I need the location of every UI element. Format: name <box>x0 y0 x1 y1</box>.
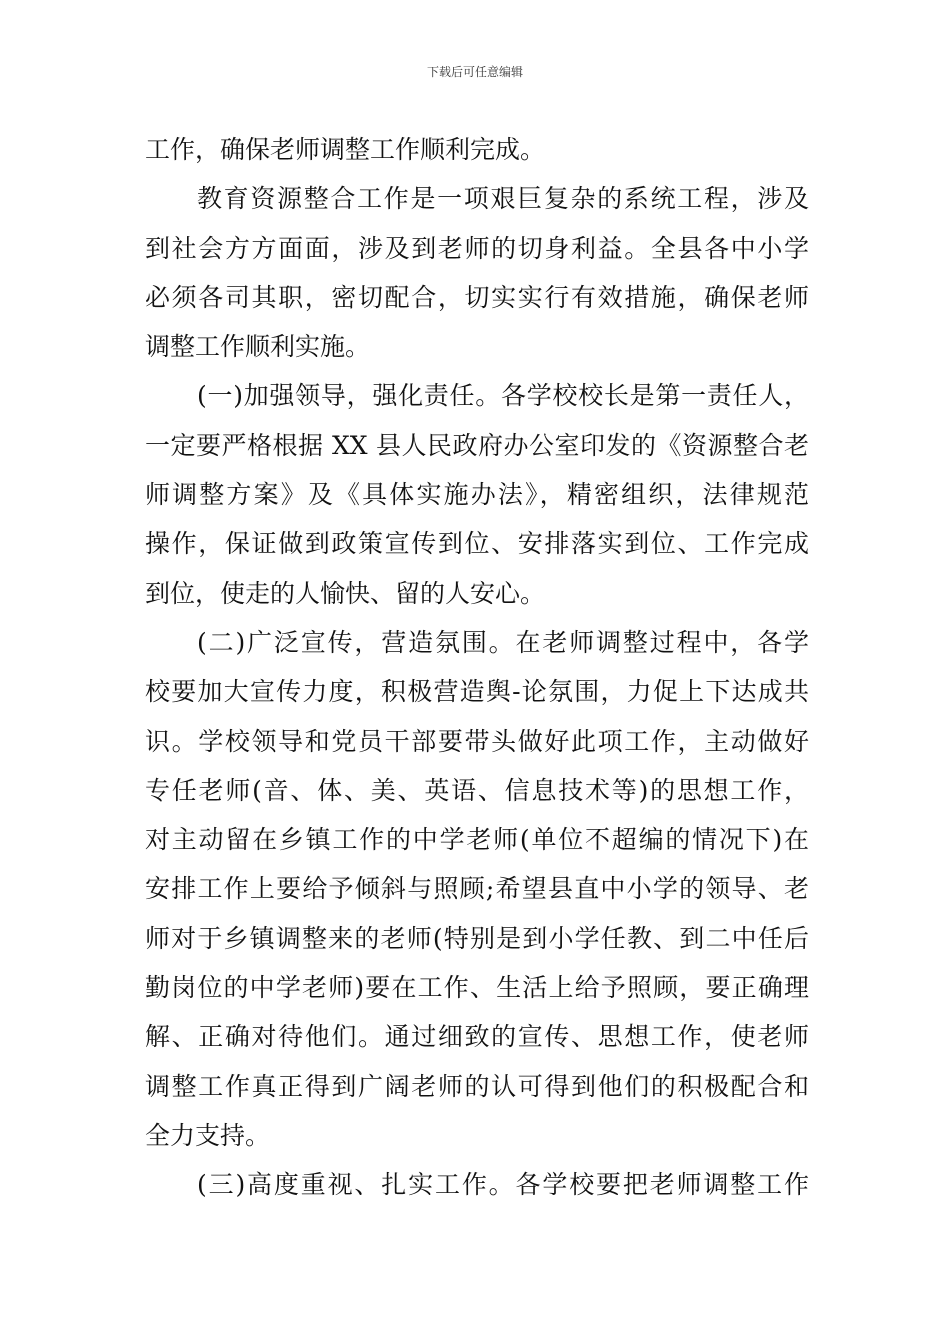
text-line: 对主动留在乡镇工作的中学老师(单位不超编的情况下)在 <box>145 825 809 855</box>
text-line: (一)加强领导，强化责任。各学校校长是第一责任人， <box>197 381 809 411</box>
text-line: 安排工作上要给予倾斜与照顾;希望县直中小学的领导、老 <box>145 874 809 904</box>
text-line: 到社会方方面面，涉及到老师的切身利益。全县各中小学 <box>145 233 809 263</box>
text-line: (二)广泛宣传，营造氛围。在老师调整过程中，各学 <box>197 627 809 657</box>
text-line: 师调整方案》及《具体实施办法》，精密组织，法律规范 <box>145 480 809 510</box>
page-header: 下载后可任意编辑 <box>426 65 523 79</box>
text-line: 调整工作真正得到广阔老师的认可得到他们的积极配合和 <box>145 1071 809 1101</box>
text-line: 一定要严格根据 XX 县人民政府办公室印发的《资源整合老 <box>145 430 809 460</box>
text-line: 校要加大宣传力度，积极营造舆-论氛围，力促上下达成共 <box>145 677 809 707</box>
text-line: 到位，使走的人愉快、留的人安心。 <box>145 578 546 608</box>
text-line: 全力支持。 <box>145 1120 271 1150</box>
text-line: (三)高度重视、扎实工作。各学校要把老师调整工作 <box>197 1170 809 1200</box>
text-line: 勤岗位的中学老师)要在工作、生活上给予照顾，要正确理 <box>145 973 809 1003</box>
text-line: 解、正确对待他们。通过细致的宣传、思想工作，使老师 <box>145 1022 809 1052</box>
text-line: 师对于乡镇调整来的老师(特别是到小学任教、到二中任后 <box>145 923 809 953</box>
text-line: 工作，确保老师调整工作顺利完成。 <box>145 135 546 164</box>
text-line: 必须各司其职，密切配合，切实实行有效措施，确保老师 <box>145 282 809 312</box>
text-line: 专任老师(音、体、美、英语、信息技术等)的思想工作， <box>145 775 809 805</box>
document-body <box>145 125 809 1210</box>
text-line: 调整工作顺利实施。 <box>145 332 371 362</box>
text-line: 识。学校领导和党员干部要带头做好此项工作，主动做好 <box>145 726 809 756</box>
text-line: 教育资源整合工作是一项艰巨复杂的系统工程，涉及 <box>197 184 809 214</box>
text-line: 操作，保证做到政策宣传到位、安排落实到位、工作完成 <box>145 529 809 559</box>
